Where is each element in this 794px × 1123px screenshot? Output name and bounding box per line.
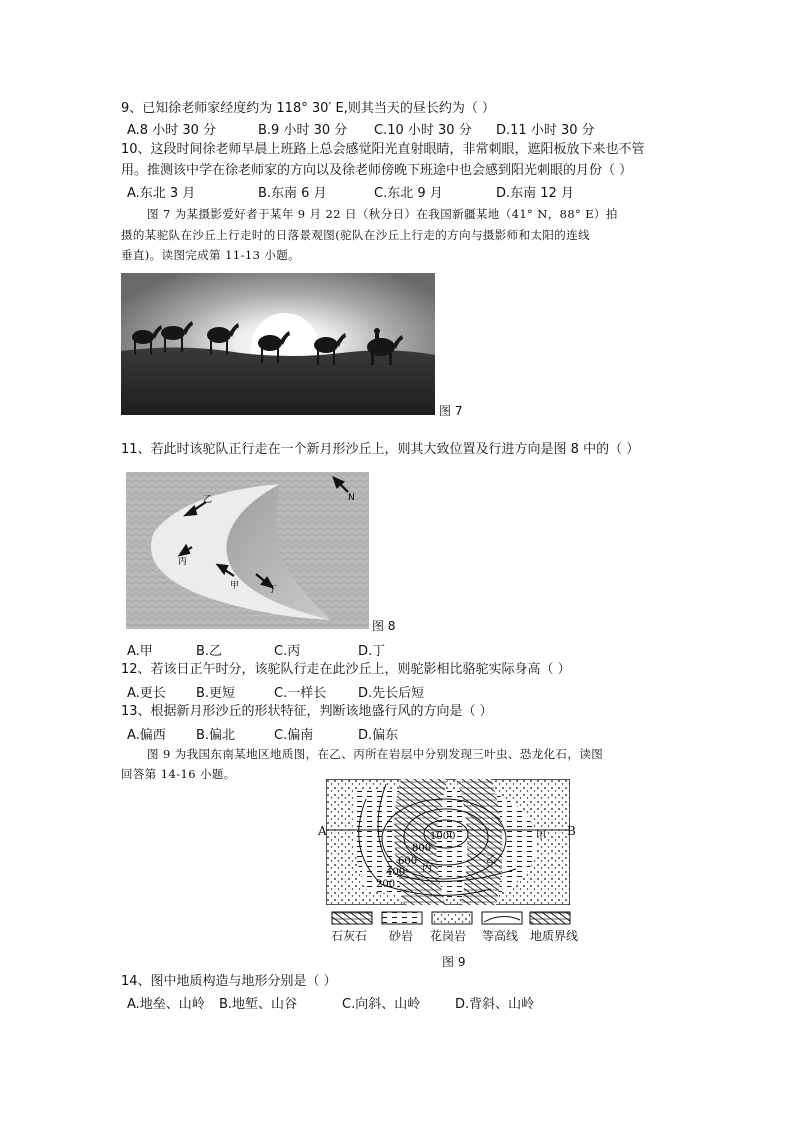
contour-label-600: 600 [398,856,418,867]
map-label-a: A [318,824,327,838]
geology-map-figure [326,779,570,905]
q13-option-b: B.偏北 [196,728,236,743]
dune-label-yi: 乙 [203,495,213,505]
q11-option-c: C.丙 [274,644,301,659]
fig9-caption: 图 9 [442,955,466,969]
q9-option-b: B.9 小时 30 分 [258,123,348,138]
q10-option-b: B.东南 6 月 [258,186,327,201]
map-label-yi: 乙 [486,855,496,866]
intro7-line3: 垂直)。读图完成第 11-13 小题。 [121,248,301,262]
q10-option-d: D.东南 12 月 [496,186,574,201]
q14-option-d: D.背斜、山岭 [455,997,535,1012]
sunset-caravan-photo [121,273,435,415]
q13-option-d: D.偏东 [358,728,399,743]
legend-geologic-boundary: 地质界线 [530,929,579,943]
q11-stem: 11、若此时该驼队正行走在一个新月形沙丘上，则其大致位置及行进方向是图 8 中的（ ） [121,442,640,457]
q13-option-c: C.偏南 [274,728,314,743]
q14-option-b: B.地堑、山谷 [219,997,298,1012]
q13-stem: 13、根据新月形沙丘的形状特征，判断该地盛行风的方向是（ ） [121,704,493,719]
dune-label-ding: 丁 [268,585,278,595]
map-label-b: B [567,824,576,838]
q11-option-d: D.丁 [358,644,386,659]
q10-stem-line1: 10、这段时间徐老师早晨上班路上总会感觉阳光直射眼睛，非常刺眼，遮阳板放下来也不管 [121,142,645,157]
fig8-caption: 图 8 [372,619,396,633]
q10-option-a: A.东北 3 月 [127,186,196,201]
dune-label-north: N [348,493,355,503]
dune-label-bing: 丙 [178,557,188,567]
map-label-bing: 丙 [422,863,432,874]
intro7-line2: 摄的某驼队在沙丘上行走时的日落景观图(驼队在沙丘上行走的方向与摄影师和太阳的连线 [121,228,590,242]
contour-label-800: 800 [412,843,432,854]
q14-stem: 14、图中地质构造与地形分别是（ ） [121,974,337,989]
q11-option-b: B.乙 [196,644,223,659]
q12-option-d: D.先长后短 [358,686,425,701]
fig7-caption: 图 7 [439,404,463,418]
q13-option-a: A.偏西 [127,728,166,743]
q10-stem-line2: 用。推测该中学在徐老师家的方向以及徐老师傍晚下班途中也会感到阳光刺眼的月份（ ） [121,163,633,178]
q11-option-a: A.甲 [127,644,153,659]
q9-option-a: A.8 小时 30 分 [127,123,217,138]
legend-granite: 花岗岩 [430,929,467,943]
legend-sandstone: 砂岩 [389,929,414,943]
intro9-line1: 图 9 为我国东南某地区地质图，在乙、丙所在岩层中分别发现三叶虫、恐龙化石，读图 [147,747,604,761]
crescent-dune-figure [126,472,369,629]
q12-option-a: A.更长 [127,686,166,701]
q12-option-c: C.一样长 [274,686,327,701]
map-legend-swatches [331,910,571,926]
intro7-line1: 图 7 为某摄影爱好者于某年 9 月 22 日（秋分日）在我国新疆某地（41° N，88° E）拍 [147,207,618,221]
q10-option-c: C.东北 9 月 [374,186,443,201]
contour-label-1000: 1000 [430,831,456,842]
contour-label-400: 400 [386,867,406,878]
q9-option-c: C.10 小时 30 分 [374,123,472,138]
q9-option-d: D.11 小时 30 分 [496,123,595,138]
intro9-line2: 回答第 14-16 小题。 [121,767,236,781]
legend-limestone: 石灰石 [331,929,368,943]
q9-stem: 9、已知徐老师家经度约为 118° 30′ E,则其当天的昼长约为（ ） [121,101,495,116]
q14-option-c: C.向斜、山岭 [342,997,421,1012]
map-label-jia: 甲 [536,831,546,842]
q12-option-b: B.更短 [196,686,236,701]
dune-label-jia: 甲 [230,581,240,591]
q14-option-a: A.地垒、山岭 [127,997,205,1012]
legend-contour: 等高线 [482,929,519,943]
contour-label-200: 200 [376,879,396,890]
q12-stem: 12、若该日正午时分，该驼队行走在此沙丘上，则驼影相比骆驼实际身高（ ） [121,662,571,677]
